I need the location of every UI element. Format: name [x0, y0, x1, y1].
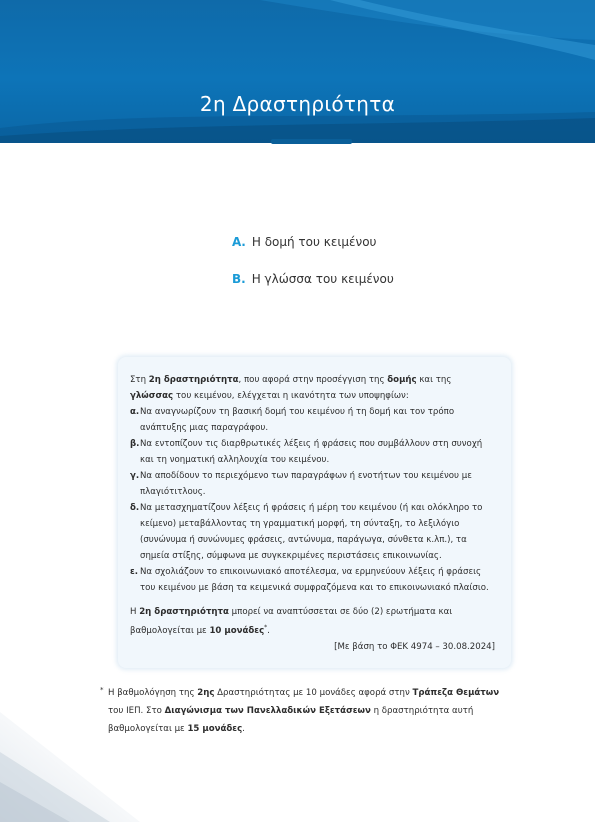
list-item: β. Να εντοπίζουν τις διαρθρωτικές λέξεις ή φράσεις που συμβάλλουν στη συνοχή και τη νοηματική αλληλουχία του κειμένου.	[130, 439, 483, 465]
closing-paragraph: Η 2η δραστηριότητα μπορεί να αναπτύσσεται σε δύο (2) ερωτήματα και βαθμολογείται με 10 μονάδες*.	[130, 607, 453, 636]
section-letter: Α.	[232, 234, 246, 249]
footnote: * Η βαθμολόγηση της 2ης Δραστηριότητας με 10 μονάδες αφορά στην Τράπεζα Θεμάτων του ΙΕΠ. Στο Διαγώνισμα των Πανελλαδικών Εξετάσεων η δραστηριότητα αυτή βαθμολογείται με 15 μονάδες.	[108, 684, 510, 738]
list-item: α. Να αναγνωρίζουν τη βασική δομή του κειμένου ή τη δομή και τον τρόπο ανάπτυξης μιας παραγράφου.	[130, 407, 455, 433]
list-item: ε. Να σχολιάζουν το επικοινωνιακό αποτέλεσμα, να ερμηνεύουν λέξεις ή φράσεις του κειμένου με βάση τα κειμενικά συμφραζόμενα και το επικοινωνιακό πλαίσιο.	[130, 567, 489, 593]
page-title: 2η Δραστηριότητα	[199, 92, 396, 116]
footnote-mark: *	[100, 686, 104, 694]
section-label: Η δομή του κειμένου	[251, 234, 377, 249]
section-item-a	[232, 223, 394, 260]
header-tab-accent	[271, 139, 352, 144]
section-letter: Β.	[232, 271, 246, 286]
header-banner	[0, 0, 595, 143]
info-box	[118, 357, 511, 668]
section-label: Η γλώσσα του κειμένου	[251, 271, 394, 286]
list-item: δ. Να μετασχηματίζουν λέξεις ή φράσεις ή μέρη του κειμένου (ή και ολόκληρο το κείμενο) μεταβάλλοντας τη γραμματική μορφή, τη σύνταξη, το λεξιλόγιο (συνώνυμα ή συνώνυμες φράσεις, αντώνυμα, παράγωγα, σύνθετα κ.λπ.), τα σημεία στίξης, σύμφωνα με συγκεκριμένες περιστάσεις επικοινωνίας.	[130, 503, 483, 561]
intro-paragraph: Στη 2η δραστηριότητα, που αφορά στην προσέγγιση της δομής και της γλώσσας του κειμένου, ελέγχεται η ικανότητα των υποψηφίων:	[130, 375, 452, 401]
corner-decoration	[0, 672, 170, 822]
section-list	[232, 223, 394, 297]
list-item: γ. Να αποδίδουν το περιεχόμενο των παραγράφων ή ενοτήτων του κειμένου με πλαγιότιτλους.	[130, 471, 472, 497]
section-item-b	[232, 260, 394, 297]
header-wave-decoration	[0, 0, 595, 143]
source-citation: [Με βάση το ΦΕΚ 4974 – 30.08.2024]	[334, 641, 495, 652]
